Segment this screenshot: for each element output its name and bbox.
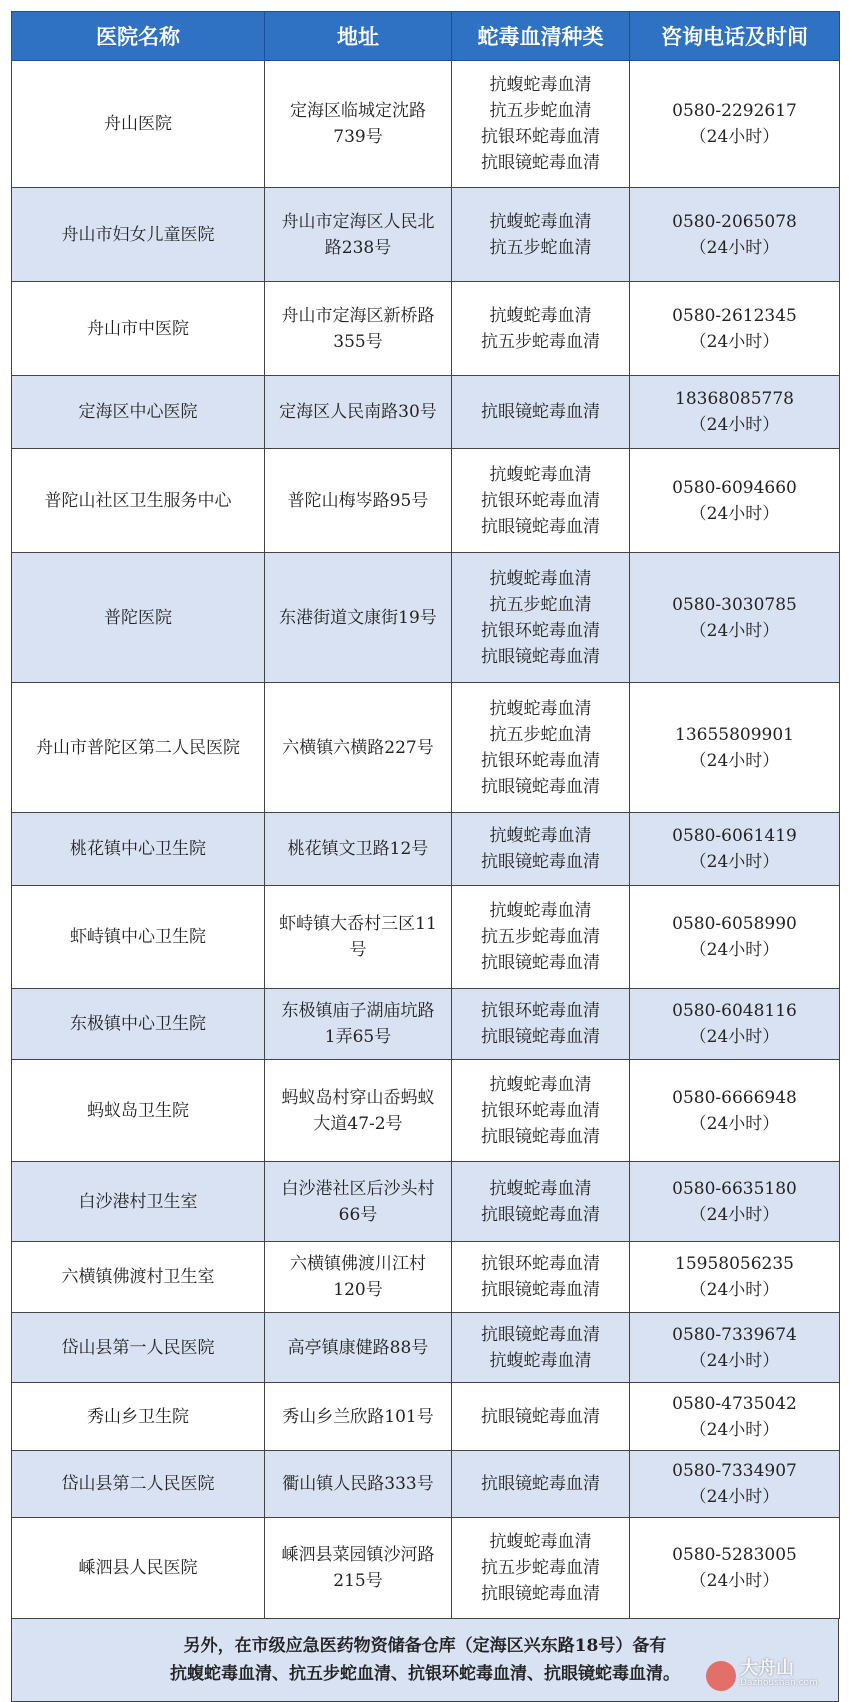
hospital-name-cell [12,1383,265,1451]
serum-item: 抗眼镜蛇毒血清 [481,153,600,173]
address-cell [265,553,452,683]
header-serum-type: 蛇毒血清种类 [452,12,630,61]
serum-item: 抗蝮蛇毒血清 [489,901,592,921]
serum-item: 抗眼镜蛇毒血清 [481,402,600,422]
address-line: 桃花镇文卫路12号 [287,839,429,859]
phone-cell [630,282,840,376]
phone-cell [630,376,840,449]
phone-cell [630,188,840,282]
address-line: 舟山市定海区新桥路 [281,305,435,326]
service-hours: （24小时） [689,1204,780,1225]
watermark-logo-icon [706,1661,736,1691]
phone-cell [630,1313,840,1383]
address-cell [265,282,452,376]
serum-item: 抗眼镜蛇毒血清 [481,1126,600,1147]
address-line: 衢山镇人民路333号 [282,1474,434,1494]
hospital-name: 普陀山社区卫生服务中心 [44,490,232,511]
address-cell [265,188,452,282]
header-phone-hours: 咨询电话及时间 [630,12,840,61]
phone-cell [630,683,840,813]
serum-cell [452,61,630,188]
serum-item: 抗蝮蛇毒血清 [489,211,592,232]
serum-cell [452,886,630,989]
serum-item: 抗眼镜蛇毒血清 [481,516,600,537]
phone-cell [630,1162,840,1242]
header-address: 地址 [265,12,452,61]
service-hours: （24小时） [689,1350,780,1371]
hospital-name: 舟山市中医院 [87,318,189,339]
phone-number: 0580-7339674 [672,1324,797,1345]
serum-item: 抗眼镜蛇毒血清 [481,776,600,797]
address-line: 355号 [333,331,383,352]
address-cell [265,1383,452,1451]
watermark-title: 大舟山 [740,1658,794,1679]
phone-cell [630,886,840,989]
hospital-name-cell [12,1313,265,1383]
hospital-table [11,11,840,1619]
service-hours: （24小时） [689,331,780,352]
service-hours: （24小时） [689,1571,780,1591]
hospital-name-cell [12,553,265,683]
service-hours: （24小时） [689,940,780,960]
phone-cell [630,1518,840,1619]
service-hours: （24小时） [689,1487,780,1507]
serum-cell [452,1383,630,1451]
address-line: 定海区人民南路30号 [279,402,437,422]
serum-item: 抗眼镜蛇毒血清 [481,852,600,872]
footer-line-2: 抗蝮蛇毒血清、抗五步蛇血清、抗银环蛇毒血清、抗眼镜蛇毒血清。 [170,1664,680,1684]
serum-item: 抗五步蛇血清 [489,724,592,745]
phone-number: 0580-2292617 [672,101,797,121]
header-hospital-name: 医院名称 [12,12,265,61]
serum-item: 抗眼镜蛇毒血清 [481,1280,600,1300]
service-hours: （24小时） [689,620,780,641]
address-line: 号 [349,940,367,960]
address-line: 定海区临城定沈路 [290,101,426,121]
hospital-name: 东极镇中心卫生院 [70,1014,206,1034]
phone-number: 0580-3030785 [672,594,797,615]
serum-cell [452,1451,630,1518]
serum-item: 抗眼镜蛇毒血清 [481,646,600,667]
hospital-name: 桃花镇中心卫生院 [70,839,206,859]
address-line: 大道47-2号 [313,1113,403,1134]
service-hours: （24小时） [689,1419,780,1440]
serum-cell [452,376,630,449]
phone-cell [630,449,840,553]
phone-cell [630,1242,840,1313]
serum-item: 抗银环蛇毒血清 [481,1001,600,1021]
hospital-name: 蚂蚁岛卫生院 [87,1100,189,1121]
service-hours: （24小时） [689,415,780,435]
table-body [12,61,840,1619]
address-cell [265,1162,452,1242]
serum-cell [452,989,630,1060]
serum-item: 抗银环蛇毒血清 [481,1254,600,1274]
watermark-subtitle: Dazhoushan.com [740,1678,818,1688]
serum-cell [452,1313,630,1383]
hospital-name: 虾峙镇中心卫生院 [70,927,206,947]
table-row [12,1162,840,1242]
serum-cell [452,188,630,282]
serum-item: 抗蝮蛇毒血清 [489,1350,592,1371]
serum-item: 抗眼镜蛇毒血清 [481,1204,600,1225]
phone-number: 0580-2065078 [672,211,797,232]
address-line: 东极镇庙子湖庙坑路 [281,1001,435,1021]
serum-cell [452,1242,630,1313]
address-cell [265,376,452,449]
hospital-name: 舟山医院 [104,114,172,134]
address-line: 东港街道文康街19号 [279,607,437,628]
serum-item: 抗银环蛇毒血清 [481,127,600,147]
phone-cell [630,61,840,188]
phone-number: 0580-6635180 [672,1178,797,1199]
serum-item: 抗五步蛇毒血清 [481,331,600,352]
hospital-name-cell [12,1518,265,1619]
table-row [12,1518,840,1619]
service-hours: （24小时） [689,1027,780,1047]
phone-cell [630,553,840,683]
table-row [12,282,840,376]
table-row [12,188,840,282]
hospital-name: 岱山县第一人民医院 [61,1337,215,1358]
phone-cell [630,1060,840,1162]
hospital-name-cell [12,886,265,989]
serum-cell [452,813,630,886]
hospital-name: 普陀医院 [104,607,172,628]
phone-cell [630,813,840,886]
phone-number: 15958056235 [675,1254,794,1274]
serum-cell [452,553,630,683]
phone-cell [630,989,840,1060]
serum-item: 抗眼镜蛇毒血清 [481,1027,600,1047]
serum-item: 抗蝮蛇毒血清 [489,75,592,95]
serum-cell [452,1162,630,1242]
hospital-name-cell [12,376,265,449]
address-line: 66号 [338,1204,378,1225]
service-hours: （24小时） [689,1280,780,1300]
address-line: 蚂蚁岛村穿山岙蚂蚁 [281,1087,435,1108]
serum-item: 抗五步蛇毒血清 [481,927,600,947]
serum-item: 抗五步蛇毒血清 [481,1558,600,1578]
table-row [12,1242,840,1313]
address-line: 高亭镇康健路88号 [287,1337,429,1358]
address-cell [265,1451,452,1518]
table-row [12,886,840,989]
serum-item: 抗蝮蛇毒血清 [489,826,592,846]
serum-cell [452,449,630,553]
address-cell [265,813,452,886]
table-row [12,449,840,553]
hospital-name: 六横镇佛渡村卫生室 [61,1267,215,1287]
address-line: 白沙港社区后沙头村 [281,1178,435,1199]
hospital-name-cell [12,683,265,813]
table-row [12,1383,840,1451]
address-line: 虾峙镇大岙村三区11 [279,914,437,934]
serum-item: 抗五步蛇血清 [489,594,592,615]
serum-cell [452,1060,630,1162]
address-cell [265,1242,452,1313]
table-row [12,1060,840,1162]
hospital-name-cell [12,1242,265,1313]
phone-number: 0580-6048116 [672,1001,797,1021]
service-hours: （24小时） [689,852,780,872]
phone-cell [630,1451,840,1518]
address-line: 1弄65号 [324,1027,392,1047]
service-hours: （24小时） [689,127,780,147]
serum-item: 抗蝮蛇毒血清 [489,568,592,589]
hospital-name: 岱山县第二人民医院 [61,1474,215,1494]
address-line: 120号 [333,1280,383,1300]
phone-number: 0580-6094660 [672,477,797,498]
serum-item: 抗眼镜蛇毒血清 [481,1406,600,1427]
watermark-text [740,1658,818,1690]
hospital-name-cell [12,282,265,376]
hospital-table-container [11,11,839,1702]
serum-item: 抗银环蛇毒血清 [481,490,600,511]
hospital-name-cell [12,813,265,886]
phone-number: 0580-7334907 [672,1461,797,1481]
phone-number: 0580-6058990 [672,914,797,934]
address-line: 六横镇佛渡川江村 [290,1254,426,1274]
hospital-name: 舟山市普陀区第二人民医院 [36,737,240,758]
address-cell [265,449,452,553]
address-cell [265,1313,452,1383]
address-line: 秀山乡兰欣路101号 [282,1406,434,1427]
watermark [706,1658,836,1694]
hospital-name: 定海区中心医院 [78,402,198,422]
table-row [12,553,840,683]
address-line: 215号 [333,1571,383,1591]
serum-item: 抗银环蛇毒血清 [481,620,600,641]
hospital-name: 秀山乡卫生院 [87,1406,189,1427]
serum-cell [452,1518,630,1619]
address-line: 739号 [333,127,383,147]
serum-item: 抗银环蛇毒血清 [481,750,600,771]
service-hours: （24小时） [689,750,780,771]
phone-number: 0580-6666948 [672,1087,797,1108]
serum-item: 抗蝮蛇毒血清 [489,1074,592,1095]
serum-item: 抗五步蛇血清 [489,101,592,121]
address-line: 路238号 [324,237,392,258]
hospital-name: 白沙港村卫生室 [78,1191,198,1212]
phone-number: 0580-5283005 [672,1545,797,1565]
address-line: 嵊泗县菜园镇沙河路 [281,1545,435,1565]
serum-item: 抗蝮蛇毒血清 [489,1532,592,1552]
address-cell [265,61,452,188]
phone-number: 18368085778 [675,389,794,409]
service-hours: （24小时） [689,237,780,258]
table-row [12,1313,840,1383]
hospital-name-cell [12,989,265,1060]
hospital-name-cell [12,1162,265,1242]
serum-item: 抗眼镜蛇毒血清 [481,1324,600,1345]
hospital-name-cell [12,1060,265,1162]
serum-item: 抗蝮蛇毒血清 [489,305,592,326]
service-hours: （24小时） [689,503,780,524]
phone-number: 0580-2612345 [672,305,797,326]
serum-cell [452,683,630,813]
phone-number: 13655809901 [675,724,794,745]
hospital-name-cell [12,61,265,188]
table-row [12,376,840,449]
address-cell [265,1518,452,1619]
phone-number: 0580-4735042 [672,1393,797,1414]
serum-item: 抗银环蛇毒血清 [481,1100,600,1121]
serum-item: 抗蝮蛇毒血清 [489,1178,592,1199]
address-line: 普陀山梅岑路95号 [287,490,429,511]
address-line: 舟山市定海区人民北 [281,211,435,232]
serum-item: 抗蝮蛇毒血清 [489,464,592,485]
serum-item: 抗眼镜蛇毒血清 [481,1584,600,1604]
header-row [12,12,840,61]
phone-number: 0580-6061419 [672,826,797,846]
hospital-name: 嵊泗县人民医院 [78,1558,198,1578]
serum-item: 抗蝮蛇毒血清 [489,698,592,719]
serum-item: 抗眼镜蛇毒血清 [481,953,600,973]
table-row [12,61,840,188]
table-row [12,1451,840,1518]
serum-item: 抗五步蛇血清 [489,237,592,258]
serum-item: 抗眼镜蛇毒血清 [481,1474,600,1494]
table-row [12,989,840,1060]
hospital-name-cell [12,1451,265,1518]
table-row [12,813,840,886]
phone-cell [630,1383,840,1451]
address-cell [265,1060,452,1162]
address-cell [265,886,452,989]
address-cell [265,683,452,813]
service-hours: （24小时） [689,1113,780,1134]
hospital-name-cell [12,449,265,553]
address-cell [265,989,452,1060]
serum-cell [452,282,630,376]
table-row [12,683,840,813]
address-line: 六横镇六横路227号 [282,737,434,758]
hospital-name: 舟山市妇女儿童医院 [61,224,215,245]
hospital-name-cell [12,188,265,282]
footer-line-1: 另外，在市级应急医药物资储备仓库（定海区兴东路18号）备有 [183,1636,667,1656]
